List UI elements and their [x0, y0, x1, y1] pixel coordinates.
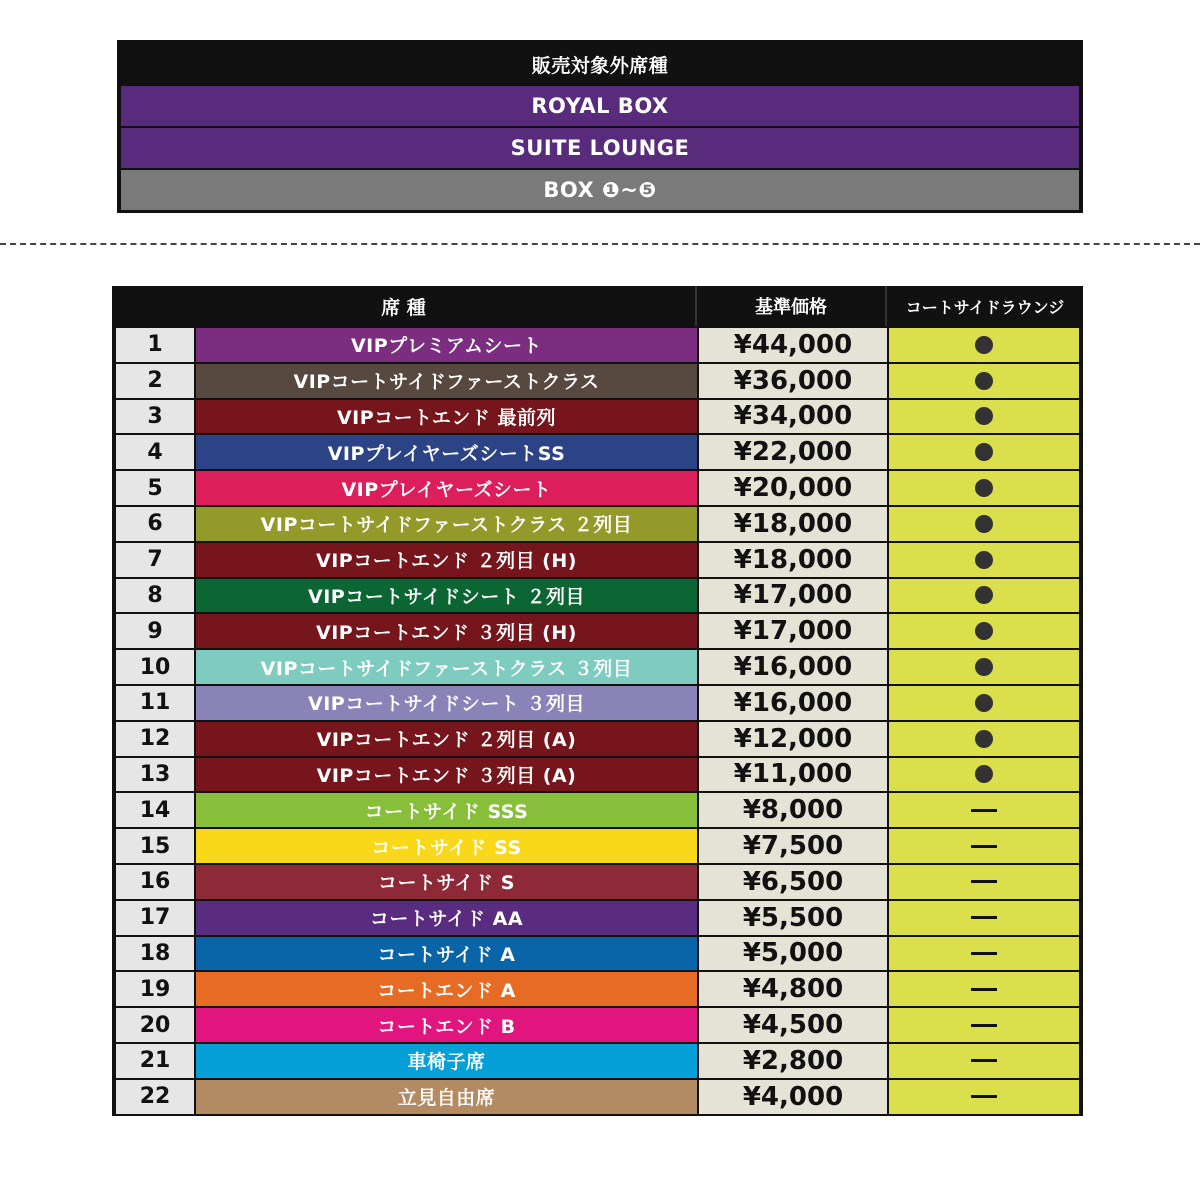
base-price: ¥5,500 — [699, 901, 887, 935]
table-row — [116, 865, 1079, 899]
dashed-divider — [0, 243, 1200, 245]
lounge-cell — [889, 793, 1079, 827]
lounge-cell — [889, 435, 1079, 469]
seat-type-name: コートエンド A — [196, 972, 697, 1006]
row-number: 21 — [116, 1044, 194, 1078]
lounge-cell — [889, 722, 1079, 756]
row-number: 2 — [116, 364, 194, 398]
row-number: 20 — [116, 1008, 194, 1042]
base-price: ¥4,800 — [699, 972, 887, 1006]
row-number: 14 — [116, 793, 194, 827]
available-dot-icon — [975, 407, 993, 425]
lounge-cell — [889, 400, 1079, 434]
row-number: 6 — [116, 507, 194, 541]
table-row — [116, 507, 1079, 541]
table-row — [116, 364, 1079, 398]
row-number: 16 — [116, 865, 194, 899]
available-dot-icon — [975, 479, 993, 497]
lounge-cell — [889, 901, 1079, 935]
lounge-cell — [889, 650, 1079, 684]
seat-type-name: VIPコートサイドシート ３列目 — [196, 686, 697, 720]
lounge-cell — [889, 865, 1079, 899]
row-number: 12 — [116, 722, 194, 756]
table-row — [116, 400, 1079, 434]
seat-type-name: VIPコートサイドファーストクラス ３列目 — [196, 650, 697, 684]
base-price: ¥17,000 — [699, 579, 887, 613]
row-number: 22 — [116, 1080, 194, 1114]
not-available-dash-icon — [971, 880, 997, 883]
base-price: ¥20,000 — [699, 471, 887, 505]
seat-type-name: VIPコートエンド ３列目 (A) — [196, 758, 697, 792]
header-base-price: 基準価格 — [755, 297, 827, 318]
row-number: 17 — [116, 901, 194, 935]
table-row — [116, 937, 1079, 971]
excluded-header: 販売対象外席種 — [121, 44, 1079, 84]
available-dot-icon — [975, 694, 993, 712]
lounge-cell — [889, 1044, 1079, 1078]
available-dot-icon — [975, 372, 993, 390]
seat-type-name: コートサイド S — [196, 865, 697, 899]
table-row — [116, 829, 1079, 863]
row-number: 1 — [116, 328, 194, 362]
table-row — [116, 686, 1079, 720]
row-number: 7 — [116, 543, 194, 577]
base-price: ¥16,000 — [699, 686, 887, 720]
base-price: ¥4,000 — [699, 1080, 887, 1114]
header-courtside-lounge: コートサイドラウンジ — [905, 297, 1065, 317]
table-row — [116, 1008, 1079, 1042]
row-number: 11 — [116, 686, 194, 720]
base-price: ¥34,000 — [699, 400, 887, 434]
row-number: 3 — [116, 400, 194, 434]
seat-type-name: VIPコートエンド ３列目 (H) — [196, 614, 697, 648]
base-price: ¥36,000 — [699, 364, 887, 398]
not-available-dash-icon — [971, 845, 997, 848]
not-available-dash-icon — [971, 809, 997, 812]
lounge-cell — [889, 328, 1079, 362]
base-price: ¥7,500 — [699, 829, 887, 863]
table-row — [116, 579, 1079, 613]
table-row — [116, 471, 1079, 505]
table-row — [116, 614, 1079, 648]
base-price: ¥17,000 — [699, 614, 887, 648]
row-number: 8 — [116, 579, 194, 613]
not-available-dash-icon — [971, 1024, 997, 1027]
base-price: ¥6,500 — [699, 865, 887, 899]
lounge-cell — [889, 507, 1079, 541]
excluded-row-box: BOX ❶~❺ — [121, 170, 1079, 210]
available-dot-icon — [975, 443, 993, 461]
available-dot-icon — [975, 622, 993, 640]
not-available-dash-icon — [971, 1095, 997, 1098]
not-available-dash-icon — [971, 988, 997, 991]
seat-type-name: 車椅子席 — [196, 1044, 697, 1078]
table-row — [116, 1044, 1079, 1078]
header-seat-type: 席 種 — [381, 296, 426, 319]
excluded-row-suite-lounge: SUITE LOUNGE — [121, 128, 1079, 168]
seat-type-name: コートサイド SSS — [196, 793, 697, 827]
base-price: ¥8,000 — [699, 793, 887, 827]
lounge-cell — [889, 543, 1079, 577]
excluded-seat-table — [117, 40, 1083, 213]
seat-type-name: VIPプレイヤーズシート — [196, 471, 697, 505]
lounge-cell — [889, 1080, 1079, 1114]
base-price: ¥2,800 — [699, 1044, 887, 1078]
seat-type-name: コートサイド AA — [196, 901, 697, 935]
seat-type-name: コートサイド SS — [196, 829, 697, 863]
lounge-cell — [889, 758, 1079, 792]
table-row — [116, 972, 1079, 1006]
row-number: 4 — [116, 435, 194, 469]
seat-type-name: コートエンド B — [196, 1008, 697, 1042]
available-dot-icon — [975, 765, 993, 783]
base-price: ¥12,000 — [699, 722, 887, 756]
table-row — [116, 901, 1079, 935]
table-row — [116, 435, 1079, 469]
lounge-cell — [889, 614, 1079, 648]
seat-type-name: VIPコートサイドシート ２列目 — [196, 579, 697, 613]
seat-type-name: VIPコートエンド 最前列 — [196, 400, 697, 434]
excluded-row-royal-box: ROYAL BOX — [121, 86, 1079, 126]
table-row — [116, 758, 1079, 792]
not-available-dash-icon — [971, 1059, 997, 1062]
table-row — [116, 543, 1079, 577]
row-number: 13 — [116, 758, 194, 792]
base-price: ¥16,000 — [699, 650, 887, 684]
table-row — [116, 328, 1079, 362]
available-dot-icon — [975, 515, 993, 533]
seat-type-name: VIPコートサイドファーストクラス — [196, 364, 697, 398]
seat-type-name: VIPプレイヤーズシートSS — [196, 435, 697, 469]
available-dot-icon — [975, 551, 993, 569]
row-number: 18 — [116, 937, 194, 971]
seat-price-table — [112, 286, 1083, 1116]
not-available-dash-icon — [971, 916, 997, 919]
lounge-cell — [889, 364, 1079, 398]
available-dot-icon — [975, 658, 993, 676]
lounge-cell — [889, 471, 1079, 505]
seat-type-name: VIPコートエンド ２列目 (H) — [196, 543, 697, 577]
base-price: ¥18,000 — [699, 543, 887, 577]
base-price: ¥5,000 — [699, 937, 887, 971]
seat-type-name: 立見自由席 — [196, 1080, 697, 1114]
available-dot-icon — [975, 730, 993, 748]
seat-type-name: VIPコートサイドファーストクラス ２列目 — [196, 507, 697, 541]
available-dot-icon — [975, 336, 993, 354]
base-price: ¥11,000 — [699, 758, 887, 792]
lounge-cell — [889, 579, 1079, 613]
table-row — [116, 722, 1079, 756]
base-price: ¥18,000 — [699, 507, 887, 541]
table-row — [116, 793, 1079, 827]
row-number: 19 — [116, 972, 194, 1006]
base-price: ¥22,000 — [699, 435, 887, 469]
lounge-cell — [889, 937, 1079, 971]
table-row — [116, 650, 1079, 684]
seat-type-name: コートサイド A — [196, 937, 697, 971]
base-price: ¥4,500 — [699, 1008, 887, 1042]
not-available-dash-icon — [971, 952, 997, 955]
lounge-cell — [889, 686, 1079, 720]
available-dot-icon — [975, 586, 993, 604]
table-row — [116, 1080, 1079, 1114]
lounge-cell — [889, 1008, 1079, 1042]
row-number: 15 — [116, 829, 194, 863]
seat-type-name: VIPコートエンド ２列目 (A) — [196, 722, 697, 756]
base-price: ¥44,000 — [699, 328, 887, 362]
lounge-cell — [889, 829, 1079, 863]
row-number: 9 — [116, 614, 194, 648]
row-number: 5 — [116, 471, 194, 505]
seat-type-name: VIPプレミアムシート — [196, 328, 697, 362]
row-number: 10 — [116, 650, 194, 684]
lounge-cell — [889, 972, 1079, 1006]
